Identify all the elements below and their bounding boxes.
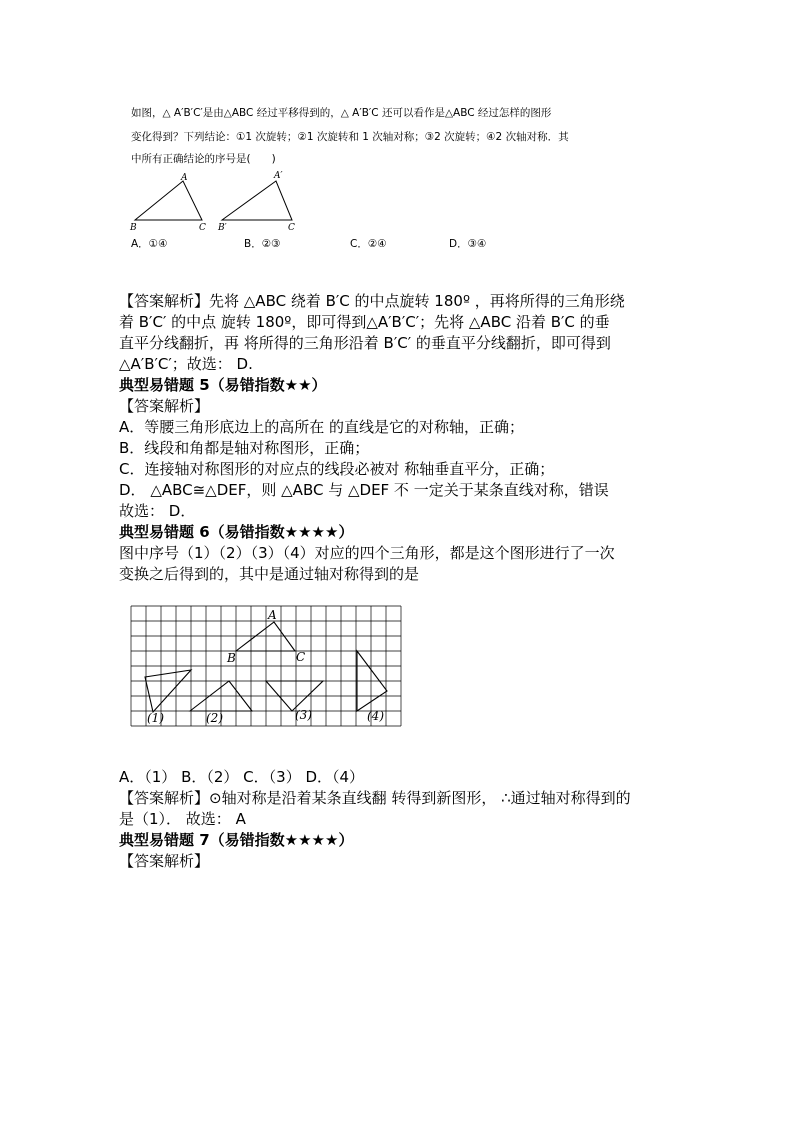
triangle-a2b2c [222,181,292,220]
q4-stem-line-3: 中所有正确结论的序号是( ) [131,153,276,165]
grid-label-1: (1) [147,711,164,725]
q7-answer-label: 【答案解析】 [119,852,210,870]
q5-line-d: D． △ABC≅△DEF，则 △ABC 与 △DEF 不 一定关于某条直线对称，错误 [119,481,609,499]
grid-lines [131,606,401,726]
q4-stem-line-2: 变化得到？下列结论：①1 次旋转；②1 次旋转和 1 次轴对称；③2 次旋转；④2 次轴对称．其 [131,131,569,143]
q6-options-line: A．（1） B．（2） C．（3） D．（4） [119,768,365,786]
grid-label-c: C [296,650,306,664]
triangle-abc [135,181,202,220]
q7-heading: 典型易错题 7（易错指数★★★★） [119,831,354,849]
q5-line-c: C．连接轴对称图形的对应点的线段必被对 称轴垂直平分，正确； [119,460,555,478]
q5-line-choice: 故选： D． [119,502,196,520]
grid-label-2: (2) [206,711,223,725]
q4-analysis-line-4: △A′B′C′；故选： D. [119,355,253,373]
q6-answer-line-2: 是（1）． 故选： A [119,810,246,828]
grid-label-a: A [268,608,277,622]
triangle-original [236,622,295,651]
label-a: A [181,173,188,183]
q4-analysis-line-2: 着 B′C′ 的中点 旋转 180º，即可得到△A′B′C′；先将 △ABC 沿着 B′C 的垂 [119,313,610,331]
q6-heading: 典型易错题 6（易错指数★★★★） [119,523,354,541]
triangle-1 [145,670,191,712]
triangle-3 [266,681,323,711]
q5-line-b: B．线段和角都是轴对称图形，正确； [119,439,370,457]
label-c-second: C [288,223,295,233]
q5-heading: 典型易错题 5（易错指数★★） [119,376,327,394]
q5-line-a: A．等腰三角形底边上的高所在 的直线是它的对称轴，正确； [119,418,525,436]
q5-answer-label: 【答案解析】 [119,397,210,415]
grid-label-3: (3) [295,708,312,722]
q6-stem-line-1: 图中序号（1）（2）（3）（4）对应的四个三角形，都是这个图形进行了一次 [119,544,615,562]
grid-label-b: B [227,651,236,665]
q4-option-a: A．①④ [131,238,168,250]
q6-stem-line-2: 变换之后得到的，其中是通过轴对称得到的是 [119,565,420,583]
label-b-prime: B′ [218,223,227,233]
q4-analysis-line-3: 直平分线翻折，再 将所得的三角形沿着 B′C′ 的垂直平分线翻折，即可得到 [119,334,611,352]
label-c: C [199,223,206,233]
label-a-prime: A′ [274,171,283,181]
triangle-2 [190,681,252,711]
label-b: B [130,223,137,233]
q6-answer-line-1: 【答案解析】⊙轴对称是沿着某条直线翻 转得到新图形， ∴通过轴对称得到的 [119,789,631,807]
q4-stem-line-1: 如图，△ A′B′C′是由△ABC 经过平移得到的，△ A′B′C 还可以看作是△ABC 经过怎样的图形 [131,107,552,119]
q4-option-b: B．②③ [244,238,281,250]
triangle-4 [357,651,387,711]
q4-option-d: D．③④ [449,238,487,250]
q4-option-c: C．②④ [350,238,387,250]
q4-analysis-line-1: 【答案解析】先将 △ABC 绕着 B′C 的中点旋转 180º ，再将所得的三角形绕 [119,292,625,310]
grid-label-4: (4) [367,709,384,723]
